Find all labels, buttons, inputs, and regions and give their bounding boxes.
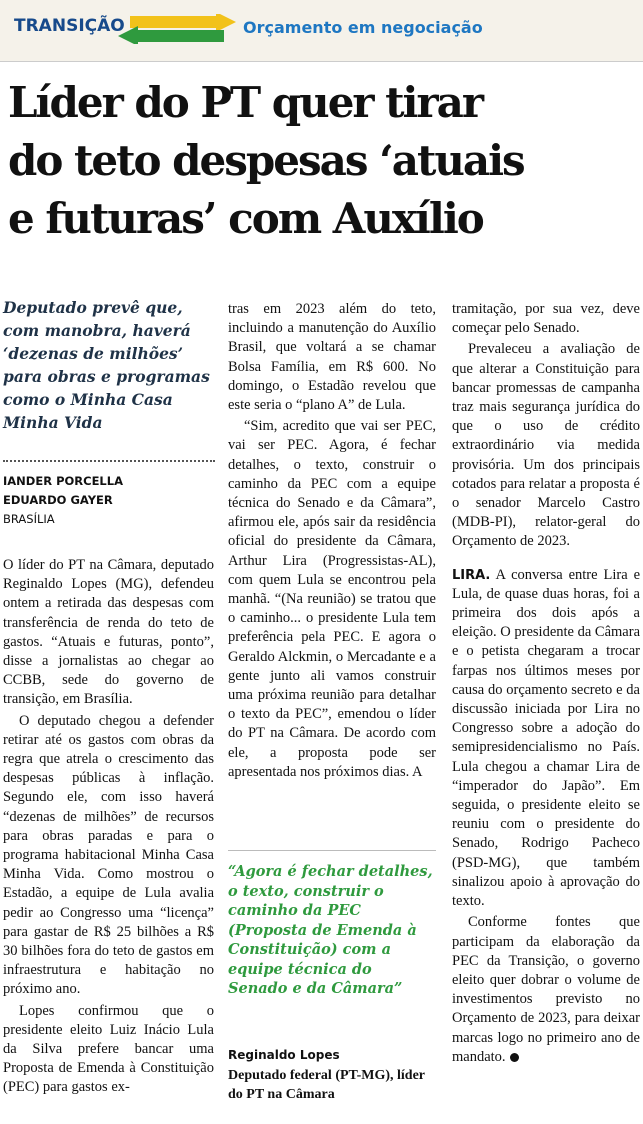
end-of-article-icon	[510, 1053, 519, 1062]
dotted-divider	[3, 460, 215, 464]
section-lead-in: LIRA.	[452, 567, 491, 583]
paragraph: tras em 2023 além do teto, incluindo a manutenção do Auxílio Brasil, que voltará a se chamar Bolsa Família, em R$ 600. No domingo, o Estadão revelou que este seria o “plano A” de Lula.	[228, 301, 436, 414]
article-deck: Deputado prevê que, com manobra, haverá ‘dezenas de milhões’ para obras e programas como o Minha Casa Minha Vida	[3, 298, 210, 432]
quote-author-role: Deputado federal (PT-MG), líder do PT na Câmara	[228, 1068, 425, 1102]
headline-line-1: Líder do PT quer tirar	[8, 78, 482, 127]
paragraph	[452, 566, 640, 912]
transition-arrows-icon	[116, 14, 238, 44]
paragraph: Lopes confirmou que o presidente eleito Luiz Inácio Lula da Silva prefere bancar uma Proposta de Emenda à Constituição (PEC) para gastos ex-	[3, 1002, 214, 1096]
section-header	[0, 0, 643, 62]
paragraph: Prevaleceu a avaliação de que alterar a Constituição para bancar promessas de campanha traz mais segurança jurídica do que o uso de crédito extraordinário via medida provisória. Um dos principais cotados para relatar a proposta é o senador Marcelo Castro (MDB-PI), relator-geral do Orçamento de 2023.	[452, 341, 640, 550]
dateline-place: BRASÍLIA	[3, 512, 55, 526]
author-name: IANDER PORCELLA	[3, 474, 123, 488]
section-label: TRANSIÇÃO	[14, 16, 125, 36]
author-name: EDUARDO GAYER	[3, 493, 113, 507]
byline	[3, 472, 123, 510]
headline-line-3: e futuras’ com Auxílio	[8, 194, 483, 243]
quote-divider	[228, 850, 436, 851]
headline-line-2: do teto despesas ‘atuais	[8, 136, 524, 185]
quote-author: Reginaldo Lopes	[228, 1048, 340, 1062]
paragraph-text: Conforme fontes que participam da elaboração da PEC da Transição, o governo eleito quer dobrar o volume de investimentos previsto no Orçamento de 2023, para deixar marcas logo no primeiro ano de mandato.	[452, 914, 640, 1065]
article-column-3	[452, 300, 640, 1069]
headline	[8, 74, 638, 248]
paragraph-text: A conversa entre Lira e Lula, de quase duas horas, foi a primeira dos dois após a eleição. O presidente da Câmara e o petista chegaram a trocar farpas nos últimos meses por causa do orçamento secreto e da discussão iniciada por Lira no Congresso sobre a adoção do semipresidencialismo no País. Lula chegou a chamar Lira de “imperador do Japão”. Em seguida, o presidente eleito se reuniu com o presidente do Senado, Rodrigo Pacheco (PSD-MG), que também sinalizou apoio à aprovação do texto.	[452, 566, 641, 910]
paragraph: tramitação, por sua vez, deve começar pelo Senado.	[452, 301, 640, 337]
paragraph	[452, 913, 640, 1067]
article-column-1	[3, 556, 214, 1100]
pull-quote: “Agora é fechar detalhes, o texto, construir o caminho da PEC (Proposta de Emenda à Constituição) com a equipe técnica do Senado e da Câmara”	[228, 863, 433, 997]
paragraph: O deputado chegou a defender retirar até os gastos com obras da regra que atrela o crescimento das despesas públicas à inflação. Segundo ele, com isso haverá “dezenas de milhões” de recursos para obras paradas e para o programa habitacional Minha Casa Minha Vida. Como mostrou o Estadão, a equipe de Lula avalia pedir ao Congresso uma “licença” para gastar de R$ 25 bilhões a R$ 30 bilhões fora do teto de gastos em infraestrutura e habitação no próximo ano.	[3, 712, 214, 998]
article-column-2	[228, 300, 436, 784]
topic-label: Orçamento em negociação	[243, 18, 483, 37]
paragraph: O líder do PT na Câmara, deputado Reginaldo Lopes (MG), defendeu ontem a retirada das despesas com transferência de renda do teto de gastos. “Atuais e futuras, ponto”, disse a jornalistas ao chegar ao CCBB, sede do governo de transição, em Brasília.	[3, 557, 214, 708]
paragraph: “Sim, acredito que vai ser PEC, vai ser PEC. Agora, é fechar detalhes, o texto, construir o caminho da PEC com a equipe técnica do Senado e da Câmara”, afirmou ele, após sair da residência oficial do presidente da Câmara, Arthur Lira (Progressistas-AL), com quem Lula se encontrou pela manhã. “(Na reunião) se tratou que o caminho... o presidente Lula tem preferência pela PEC. E agora o Geraldo Alckmin, o Mercadante e a gente junto ali vamos construir uma próxima reunião para detalhar o texto da PEC”, emendou o líder do PT na Câmara. De acordo com ele, a proposta pode ser apresentada nos próximos dias. A	[228, 418, 436, 780]
